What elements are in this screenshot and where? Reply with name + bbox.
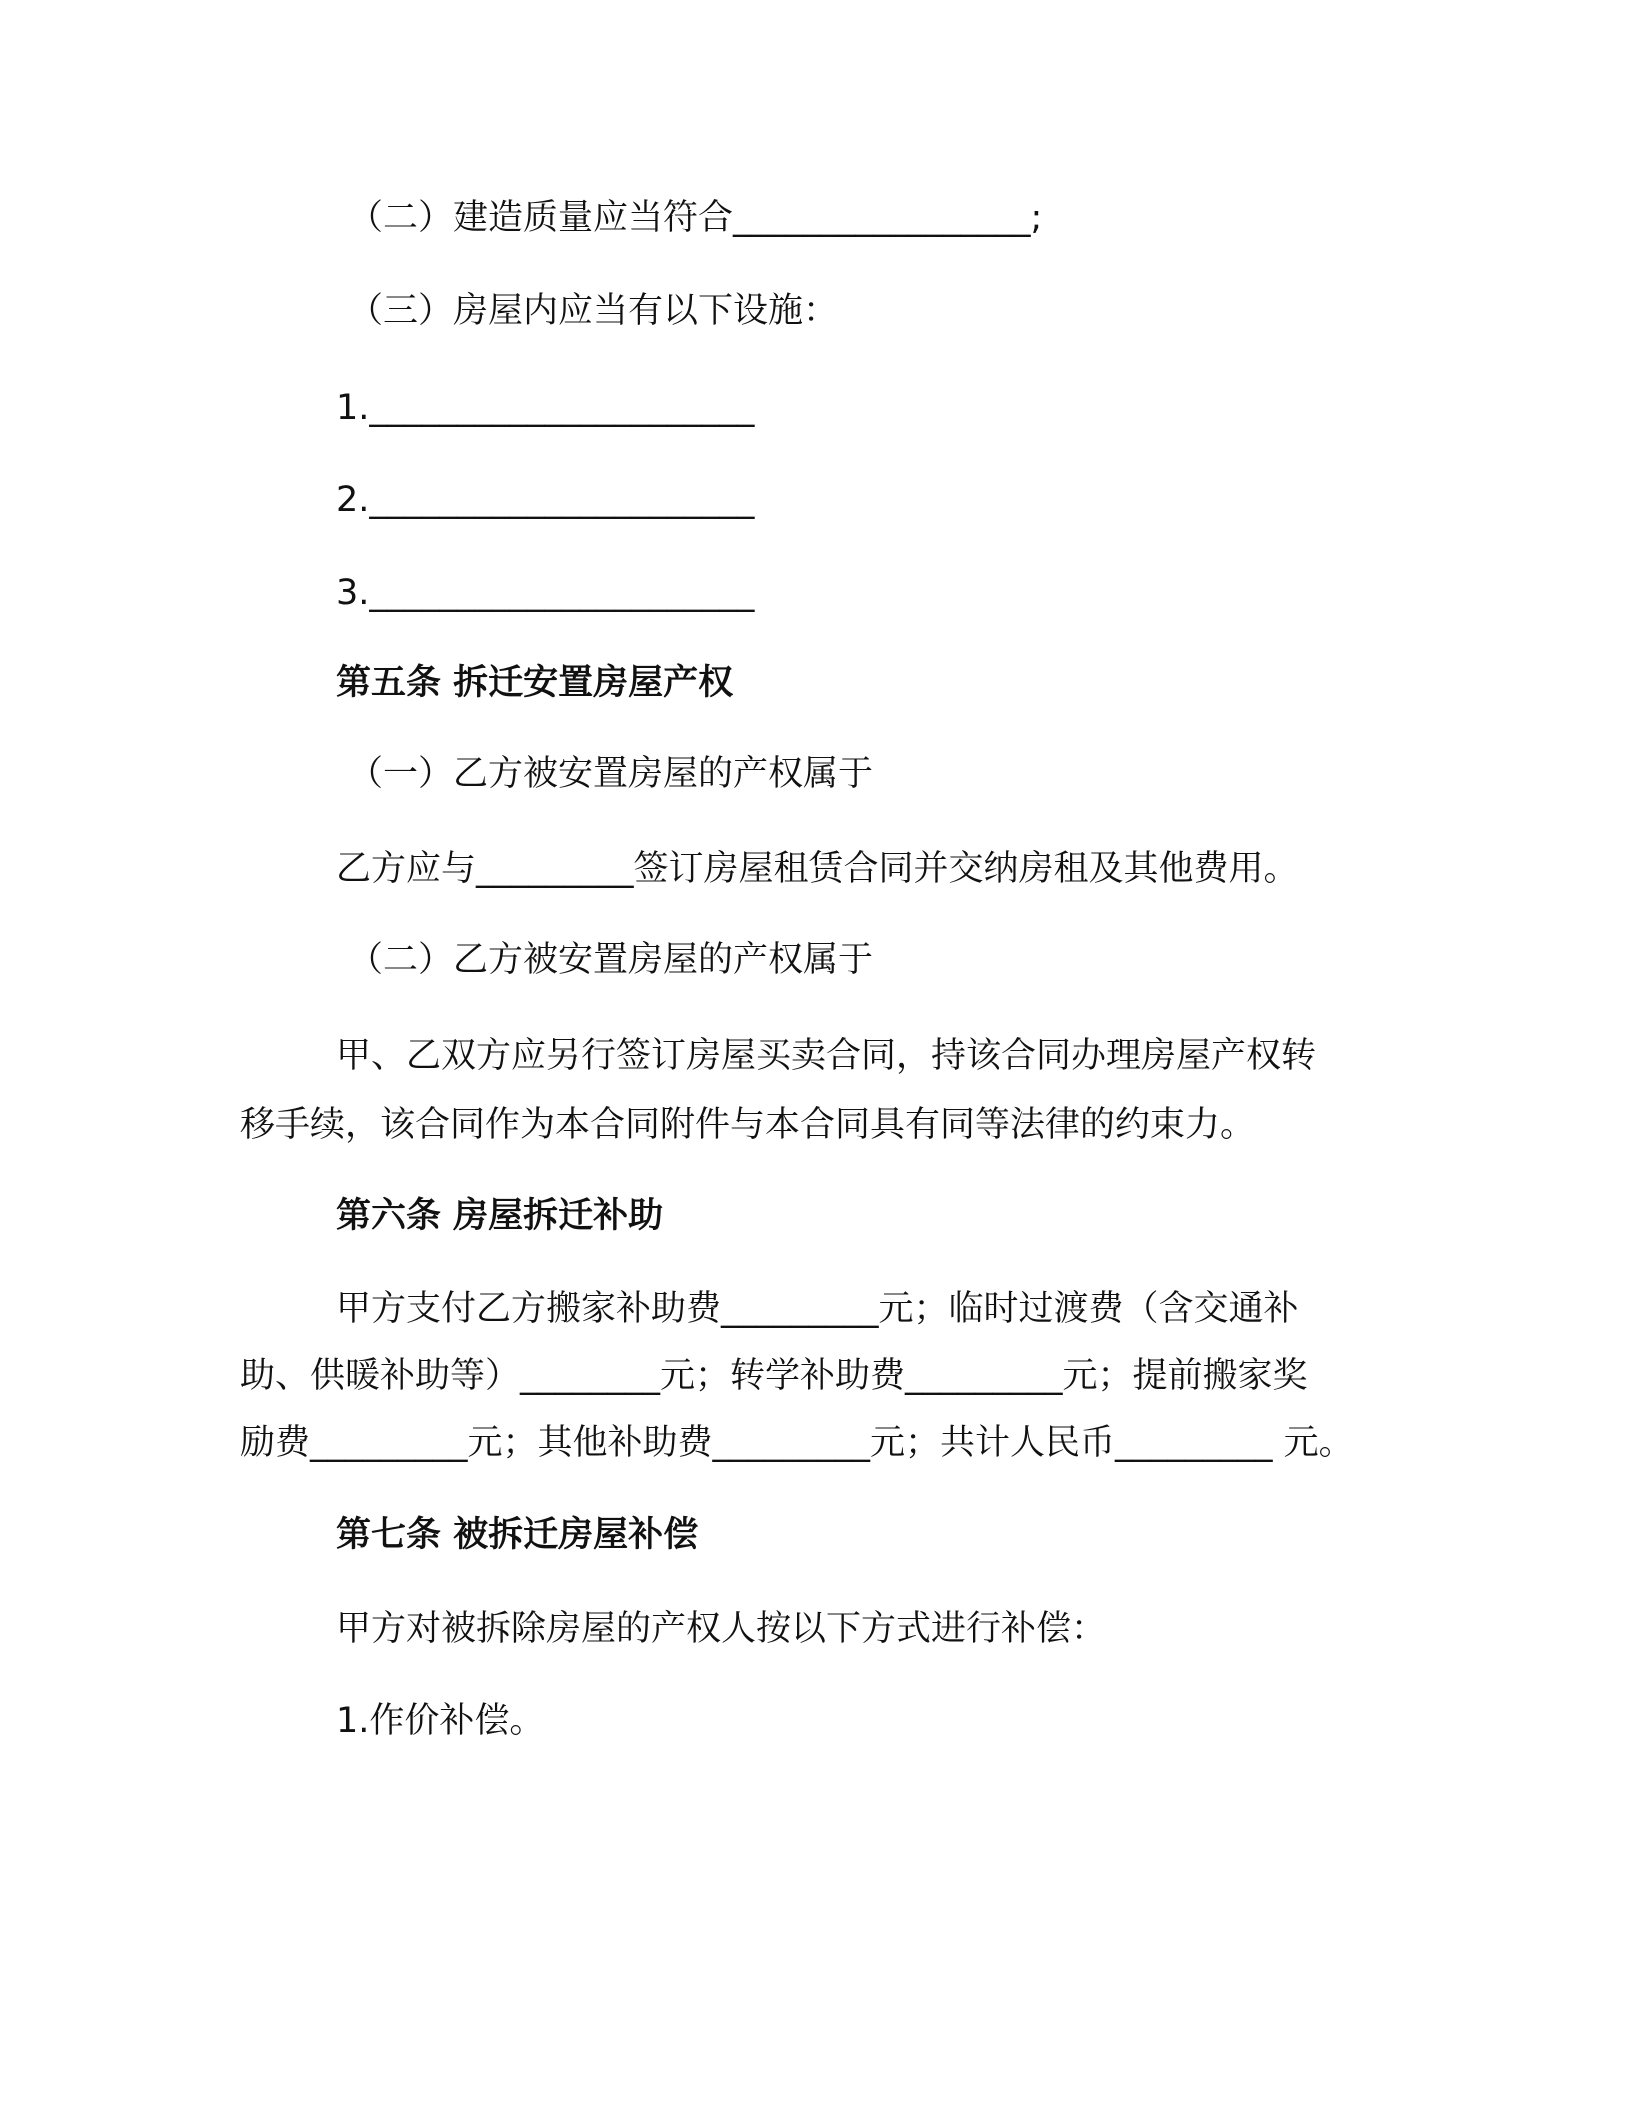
facility-blank-2: 2.______________________ <box>336 480 755 520</box>
article-7-intro: 甲方对被拆除房屋的产权人按以下方式进行补偿： <box>336 1609 1107 1649</box>
article-6-line-3: 励费_________元；其他补助费_________元；共计人民币_________ 元。 <box>240 1423 1354 1463</box>
article-5-sale-line-1: 甲、乙双方应另行签订房屋买卖合同，持该合同办理房屋产权转 <box>336 1036 1317 1076</box>
facility-blank-3: 3.______________________ <box>336 573 755 613</box>
article-7-method-1: 1.作价补偿。 <box>336 1701 545 1741</box>
article-6-line-2: 助、供暖补助等）________元；转学补助费_________元；提前搬家奖 <box>240 1356 1308 1396</box>
quality-clause: （二）建造质量应当符合_________________; <box>348 198 1043 238</box>
article-6-line-1: 甲方支付乙方搬家补助费_________元；临时过渡费（含交通补 <box>336 1289 1299 1329</box>
facilities-clause: （三）房屋内应当有以下设施： <box>348 291 839 331</box>
article-6-heading: 第六条 房屋拆迁补助 <box>336 1196 664 1236</box>
article-5-item-2: （二）乙方被安置房屋的产权属于 <box>348 940 874 980</box>
article-5-sale-line-2: 移手续，该合同作为本合同附件与本合同具有同等法律的约束力。 <box>240 1105 1256 1145</box>
article-5-lease: 乙方应与_________签订房屋租赁合同并交纳房租及其他费用。 <box>336 849 1299 889</box>
article-5-heading: 第五条 拆迁安置房屋产权 <box>336 663 734 703</box>
facility-blank-1: 1.______________________ <box>336 388 755 428</box>
article-7-heading: 第七条 被拆迁房屋补偿 <box>336 1515 699 1555</box>
article-5-item-1: （一）乙方被安置房屋的产权属于 <box>348 754 874 794</box>
